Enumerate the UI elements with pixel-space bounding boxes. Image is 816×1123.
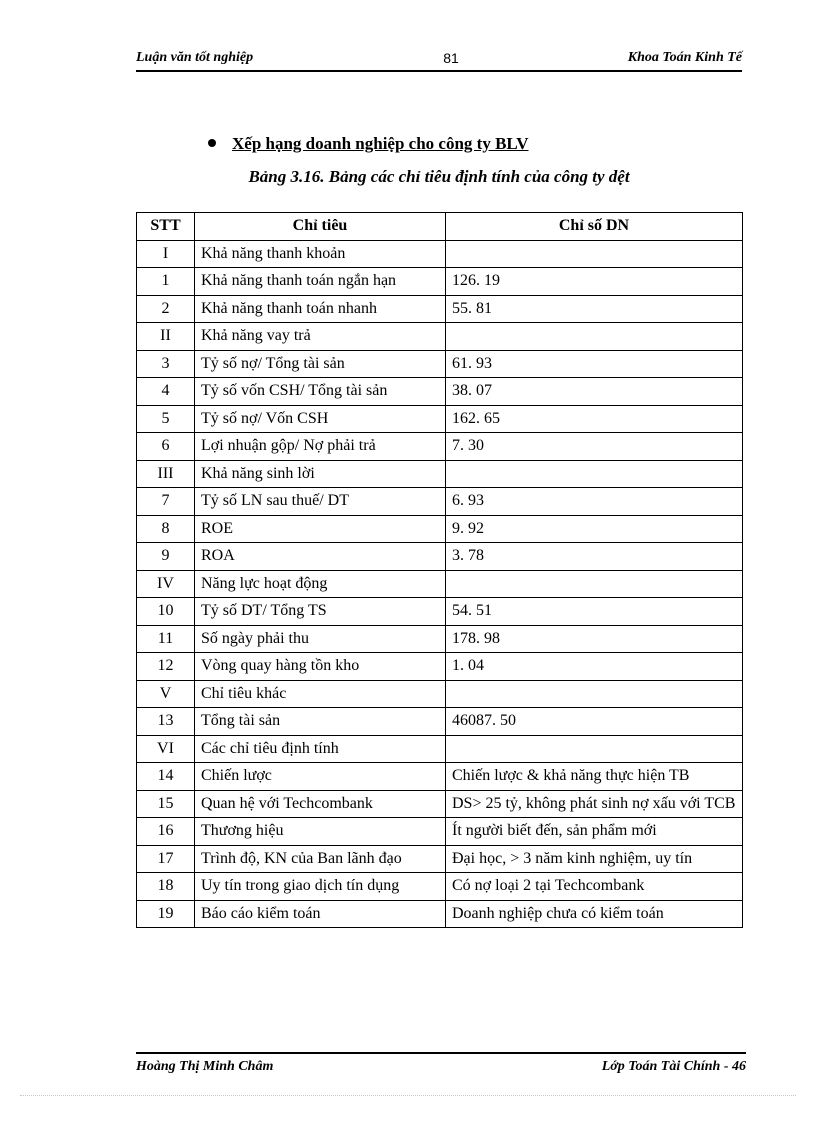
footer-class: Lớp Toán Tài Chính - 46 [601, 1059, 746, 1074]
table-row [137, 735, 743, 763]
table-row [137, 378, 743, 406]
row-indicator: Tỷ số LN sau thuế/ DT [195, 488, 446, 516]
row-stt: 5 [137, 405, 195, 433]
bullet-icon [208, 139, 216, 147]
row-indicator: Số ngày phải thu [195, 625, 446, 653]
section-heading-text: Xếp hạng doanh nghiệp cho công ty BLV [232, 134, 529, 153]
row-indicator: Năng lực hoạt động [195, 570, 446, 598]
row-value: 126. 19 [446, 268, 743, 296]
row-indicator: Vòng quay hàng tồn kho [195, 653, 446, 681]
column-header-value: Chỉ số DN [446, 213, 743, 241]
row-value [446, 460, 743, 488]
row-stt: 12 [137, 653, 195, 681]
table-row [137, 653, 743, 681]
page-header [136, 48, 742, 72]
row-value: Có nợ loại 2 tại Techcombank [446, 873, 743, 901]
row-indicator: Chỉ tiêu khác [195, 680, 446, 708]
table-row [137, 900, 743, 928]
section-heading [208, 134, 529, 154]
row-value: 7. 30 [446, 433, 743, 461]
row-indicator: Báo cáo kiểm toán [195, 900, 446, 928]
row-stt: 7 [137, 488, 195, 516]
column-header-stt: STT [137, 213, 195, 241]
table-row [137, 405, 743, 433]
row-value: 54. 51 [446, 598, 743, 626]
row-stt: 10 [137, 598, 195, 626]
row-value: Đại học, > 3 năm kinh nghiệm, uy tín [446, 845, 743, 873]
row-stt: 17 [137, 845, 195, 873]
page-footer [136, 1052, 746, 1074]
row-indicator: Khả năng thanh toán nhanh [195, 295, 446, 323]
row-value [446, 735, 743, 763]
row-stt: 9 [137, 543, 195, 571]
row-stt: 8 [137, 515, 195, 543]
row-value: 6. 93 [446, 488, 743, 516]
row-indicator: Tỷ số nợ/ Vốn CSH [195, 405, 446, 433]
row-value [446, 323, 743, 351]
table-row [137, 240, 743, 268]
row-value: Doanh nghiệp chưa có kiểm toán [446, 900, 743, 928]
table-row [137, 570, 743, 598]
header-thesis-title: Luận văn tốt nghiệp [136, 50, 254, 65]
row-value: 61. 93 [446, 350, 743, 378]
row-value [446, 570, 743, 598]
row-value: 178. 98 [446, 625, 743, 653]
table-row [137, 708, 743, 736]
table-row [137, 873, 743, 901]
table-row [137, 350, 743, 378]
table-row [137, 845, 743, 873]
table-row [137, 790, 743, 818]
table-row [137, 460, 743, 488]
row-value: 46087. 50 [446, 708, 743, 736]
table-row [137, 433, 743, 461]
row-indicator: ROE [195, 515, 446, 543]
table-row [137, 268, 743, 296]
row-indicator: Tỷ số nợ/ Tổng tài sản [195, 350, 446, 378]
row-indicator: Quan hệ với Techcombank [195, 790, 446, 818]
table-caption: Bảng 3.16. Bảng các chỉ tiêu định tính của công ty dệt [248, 167, 630, 186]
row-indicator: Khả năng sinh lời [195, 460, 446, 488]
row-stt: V [137, 680, 195, 708]
row-indicator: Khả năng thanh khoản [195, 240, 446, 268]
row-value: 38. 07 [446, 378, 743, 406]
row-value: 55. 81 [446, 295, 743, 323]
row-indicator: Chiến lược [195, 763, 446, 791]
row-indicator: Khả năng thanh toán ngắn hạn [195, 268, 446, 296]
row-indicator: Các chỉ tiêu định tính [195, 735, 446, 763]
row-stt: 19 [137, 900, 195, 928]
header-faculty: Khoa Toán Kinh Tế [627, 50, 742, 65]
row-value [446, 240, 743, 268]
table-row [137, 488, 743, 516]
row-stt: II [137, 323, 195, 351]
row-indicator: Tổng tài sản [195, 708, 446, 736]
row-stt: III [137, 460, 195, 488]
row-indicator: ROA [195, 543, 446, 571]
row-stt: 15 [137, 790, 195, 818]
table-row [137, 680, 743, 708]
row-stt: 13 [137, 708, 195, 736]
table-row [137, 515, 743, 543]
page-number: 81 [443, 50, 459, 66]
row-value: 1. 04 [446, 653, 743, 681]
table-row [137, 625, 743, 653]
row-indicator: Lợi nhuận gộp/ Nợ phải trả [195, 433, 446, 461]
row-indicator: Tỷ số DT/ Tổng TS [195, 598, 446, 626]
row-stt: 18 [137, 873, 195, 901]
row-stt: 16 [137, 818, 195, 846]
table-body [137, 240, 743, 928]
row-stt: IV [137, 570, 195, 598]
row-stt: 1 [137, 268, 195, 296]
table-row [137, 598, 743, 626]
footer-author: Hoàng Thị Minh Châm [136, 1059, 274, 1074]
row-value: Ít người biết đến, sản phẩm mới [446, 818, 743, 846]
table-row [137, 295, 743, 323]
row-stt: 11 [137, 625, 195, 653]
table-row [137, 763, 743, 791]
row-indicator: Thương hiệu [195, 818, 446, 846]
column-header-indicator: Chỉ tiêu [195, 213, 446, 241]
row-value: DS> 25 tỷ, không phát sinh nợ xấu với TCB [446, 790, 743, 818]
row-value: Chiến lược & khả năng thực hiện TB [446, 763, 743, 791]
row-indicator: Tỷ số vốn CSH/ Tổng tài sản [195, 378, 446, 406]
row-value: 9. 92 [446, 515, 743, 543]
row-stt: 3 [137, 350, 195, 378]
table-header-row [137, 213, 743, 241]
table-row [137, 543, 743, 571]
row-indicator: Trình độ, KN của Ban lãnh đạo [195, 845, 446, 873]
row-indicator: Uy tín trong giao dịch tín dụng [195, 873, 446, 901]
row-stt: 2 [137, 295, 195, 323]
table-row [137, 323, 743, 351]
row-indicator: Khả năng vay trả [195, 323, 446, 351]
row-stt: 6 [137, 433, 195, 461]
indicator-table [136, 212, 743, 928]
row-stt: 14 [137, 763, 195, 791]
row-value [446, 680, 743, 708]
row-value: 162. 65 [446, 405, 743, 433]
row-stt: 4 [137, 378, 195, 406]
row-stt: I [137, 240, 195, 268]
row-value: 3. 78 [446, 543, 743, 571]
row-stt: VI [137, 735, 195, 763]
table-row [137, 818, 743, 846]
page-edge-divider [20, 1095, 796, 1096]
